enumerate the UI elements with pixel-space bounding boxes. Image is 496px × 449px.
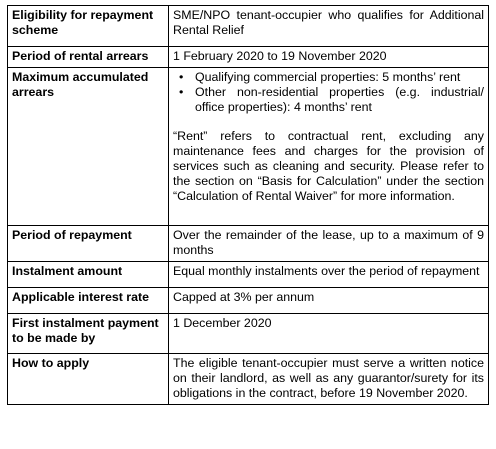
bullet-commercial-properties: • Qualifying commercial properties: 5 months’ rent <box>195 70 484 85</box>
rent-definition-note: “Rent” refers to contractual rent, excluding any maintenance fees and charges for the provision of services such as cleaning and security. Please refer to the section on “Basis for Calculation” under the section “Calculation of Rental Waiver” for more information. <box>173 129 484 203</box>
row-label-eligibility: Eligibility for repayment scheme <box>8 6 169 47</box>
row-label-first-instalment: First instalment payment to be made by <box>8 314 169 354</box>
row-value-interest-rate: Capped at 3% per annum <box>169 288 489 314</box>
row-value-rental-arrears-period: 1 February 2020 to 19 November 2020 <box>169 47 489 68</box>
table-row-interest-rate <box>8 288 489 314</box>
arrears-bullet-list <box>173 70 484 115</box>
bullet-other-properties: • Other non-residential properties (e.g. industrial/ office properties): 4 months’ rent <box>195 85 484 115</box>
table-row-instalment-amount <box>8 262 489 288</box>
row-label-repayment-period: Period of repayment <box>8 226 169 262</box>
row-label-how-to-apply: How to apply <box>8 354 169 405</box>
row-label-max-arrears: Maximum accumulated arrears <box>8 68 169 226</box>
row-value-first-instalment: 1 December 2020 <box>169 314 489 354</box>
row-value-eligibility: SME/NPO tenant-occupier who qualifies for Additional Rental Relief <box>169 6 489 47</box>
rental-repayment-table <box>7 5 489 405</box>
row-label-instalment-amount: Instalment amount <box>8 262 169 288</box>
row-label-interest-rate: Applicable interest rate <box>8 288 169 314</box>
row-value-max-arrears <box>169 68 489 226</box>
table-row-max-arrears <box>8 68 489 226</box>
row-value-how-to-apply: The eligible tenant-occupier must serve a written notice on their landlord, as well as any guarantor/surety for its obligations in the contract, before 19 November 2020. <box>169 354 489 405</box>
row-value-instalment-amount: Equal monthly instalments over the period of repayment <box>169 262 489 288</box>
table-row-eligibility <box>8 6 489 47</box>
row-label-rental-arrears-period: Period of rental arrears <box>8 47 169 68</box>
table-row-how-to-apply <box>8 354 489 405</box>
table-row-rental-arrears-period <box>8 47 489 68</box>
table-row-first-instalment <box>8 314 489 354</box>
row-value-repayment-period: Over the remainder of the lease, up to a maximum of 9 months <box>169 226 489 262</box>
table-row-repayment-period <box>8 226 489 262</box>
